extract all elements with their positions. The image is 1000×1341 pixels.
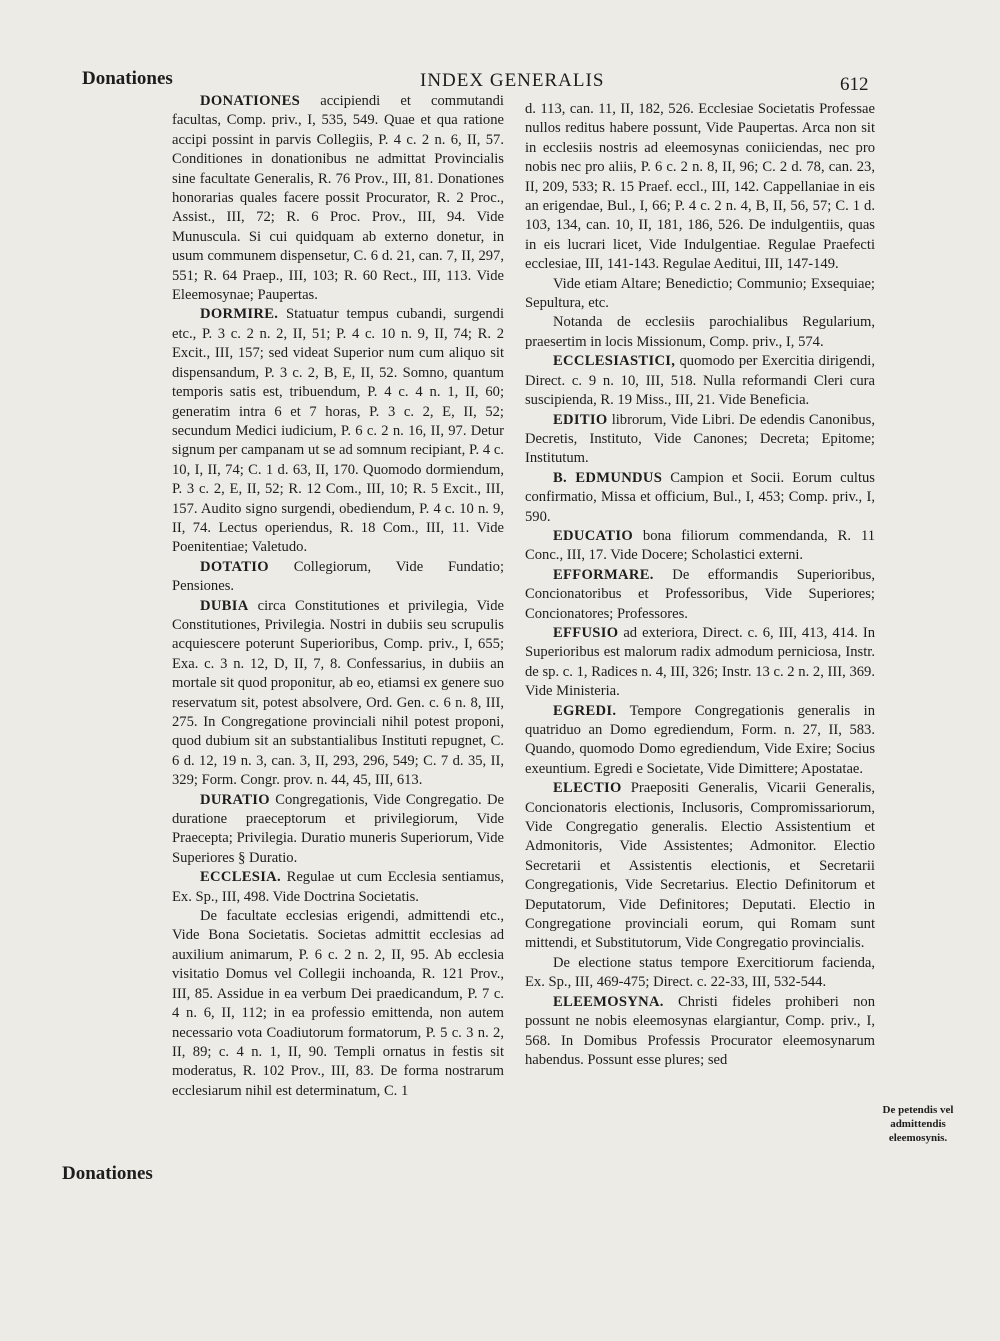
index-entry <box>172 558 504 597</box>
page-title: INDEX GENERALIS <box>420 70 605 91</box>
entry-text: Christi fideles prohiberi non possunt ne nobis eleemosynas elargiantur, Comp. priv., I, 568. In Domibus Professis Procurator eleemosynarum habendus. Possunt esse plures; sed <box>525 993 875 1068</box>
entry-text: d. 113, can. 11, II, 182, 526. Ecclesiae Societatis Professae nullos reditus habere possunt, Vide Paupertas. Arca non sit in ecclesiis nostris ad eleemosynas coniiciendas, nec pro nobis nec pro aliis, P. 6 c. 2 n. 8, II, 96; C. 2 d. 78, can. 23, II, 209, 533; R. 15 Praef. eccl., III, 142. Cappellaniae in eis an erigendae, Bul., I, 66; P. 4 c. 2 n. 4, B, II, 56, 57; C. 1 d. 103, 134, can. 10, II, 181, 186, 526. De indulgentiis, quas in eis lucrari licet, Vide Indulgentiae. Regulae Praefecti ecclesiae, III, 141-143. Regulae Aeditui, III, 147-149. <box>525 101 875 273</box>
entry-headword: ECCLESIASTICI, <box>553 353 676 370</box>
entry-text: Campion et Socii. Eorum cultus confirmatio, Missa et officium, Bul., I, 453; Comp. priv., I, 590. <box>525 469 875 525</box>
index-entry <box>172 791 504 869</box>
index-entry <box>525 624 875 702</box>
running-head-catchword: Donationes <box>82 68 173 89</box>
entry-text: librorum, Vide Libri. De edendis Canonibus, Decretis, Instituto, Vide Canones; Decreta; Epitome; Institutum. <box>525 411 875 467</box>
index-entry <box>525 779 875 954</box>
entry-text: Collegiorum, Vide Fundatio; Pensiones. <box>172 558 504 595</box>
index-entry <box>525 469 875 527</box>
index-entry <box>172 305 504 557</box>
entry-headword: DOTATIO <box>200 558 269 575</box>
entry-headword: DUBIA <box>200 597 249 614</box>
entry-text: accipiendi et commutandi facultas, Comp. priv., I, 535, 549. Quae et qua ratione accipi possint in parvis Collegiis, P. 4 c. 2 n. 6, II, 57. Conditiones in donationibus ne admittat Provincialis sine facultate Generalis, R. 76 Prov., III, 81. Donationes honorarias quales facere possit Procurator, R. 2 Proc., Assist., III, 72; R. 6 Proc. Prov., III, 94. Vide Munuscula. Si cui quidquam ab externo donetur, in usum communem dispensetur, C. 6 d. 21, can. 7, II, 297, 551; R. 64 Praep., III, 103; R. 60 Rect., III, 113. Vide Eleemosynae; Paupertas. <box>172 93 504 304</box>
entry-headword: EFFUSIO <box>553 624 619 641</box>
entry-headword: ELECTIO <box>553 780 622 797</box>
entry-text: Praepositi Generalis, Vicarii Generalis, Concionatoris electionis, Inclusoris, Compromissariorum, Vide Congregatio generalis. Electio Assistentium et Admonitoris, Vide Assistentes; Admonitor. Electio Secretarii et Assistentis electionis, et Secretarii Congregationis, Vide Secretarius. Electio Definitorum et Deputatorum, Vide Definitores; Deputati. Electio in Congregatione provinciali eorum, qui Romam sunt mittendi, et Substitutorum, Vide Congregatio provincialis. <box>525 780 875 952</box>
index-entry <box>525 411 875 469</box>
entry-headword: DORMIRE. <box>200 306 279 323</box>
entry-headword: EDITIO <box>553 411 608 428</box>
index-entry <box>525 993 875 1071</box>
index-entry <box>172 92 504 305</box>
entry-headword: ECCLESIA. <box>200 869 281 886</box>
left-column <box>172 92 504 1101</box>
entry-text: Vide etiam Altare; Benedictio; Communio; Exsequiae; Sepultura, etc. <box>525 275 875 312</box>
index-entry <box>525 566 875 624</box>
entry-headword: ELEEMOSYNA. <box>553 993 664 1010</box>
entry-text: bona filiorum commendanda, R. 11 Conc., III, 17. Vide Docere; Scholastici externi. <box>525 527 875 564</box>
entry-text: circa Constitutiones et privilegia, Vide Constitutiones, Privilegia. Nostri in dubiis seu scrupulis acquiescere poterunt Superioribus, Comp. priv., I, 655; Exa. c. 3 n. 12, D, II, 7, 8. Confessarius, in dubiis an mortale sit quod proponitur, ab eo, etiamsi ex genere suo reservatum sit, potest absolvere, Ord. Gen. c. 6 n. 8, III, 275. In Congregatione provinciali nihil potest proponi, quod dubium sit an substantialibus Instituti repugnet, C. 6 d. 12, 19 n. 3, can. 3, II, 293, 296, 549; C. 7 d. 35, II, 329; Form. Congr. prov. n. 44, 45, III, 613. <box>172 597 504 789</box>
margin-note: De petendis vel admittendis eleemosynis. <box>882 1104 954 1144</box>
index-entry <box>172 868 504 907</box>
entry-text: quomodo per Exercitia dirigendi, Direct. c. 9 n. 10, III, 518. Nulla reformandi Cleri cura suscipienda, R. 19 Miss., III, 21. Vide Beneficia. <box>525 353 875 409</box>
entry-headword: DURATIO <box>200 791 270 808</box>
index-entry <box>525 352 875 410</box>
entry-headword: EGREDI. <box>553 702 617 719</box>
entry-text: Statuatur tempus cubandi, surgendi etc., P. 3 c. 2 n. 2, II, 51; P. 4 c. 10 n. 9, II, 74; R. 2 Excit., III, 157; sed videat Superior num cum aliquo sit dispensandum, P. 3 c. 2, B, E, II, 52. Somno, quantum temporis satis est, tribuendum, P. 4 c. 4 n. 1, II, 60; generatim intra 6 et 7 horas, P. 3 c. 2, E, II, 52; secundum Medici iudicium, P. 6 c. 2 n. 16, II, 97. Detur signum per campanam ut se ad somnum recipiant, P. 4 c. 10, I, II, 74; C. 1 d. 63, II, 170. Quomodo dormiendum, P. 3 c. 2, E, II, 52; R. 12 Com., III, 10; R. 5 Excit., III, 157. Audito signo surgendi, obediendum, P. 4 c. 10 n. 9, II, 74. Lectus operiendus, R. 18 Com., III, 11. Vide Poenitentiae; Valetudo. <box>172 306 504 556</box>
entry-headword: EDUCATIO <box>553 527 633 544</box>
index-entry <box>172 597 504 791</box>
entry-headword: B. EDMUNDUS <box>553 469 663 486</box>
index-entry <box>525 100 875 275</box>
index-entry <box>525 702 875 780</box>
entry-headword: DONATIONES <box>200 93 301 109</box>
entry-text: Notanda de ecclesiis parochialibus Regularium, praesertim in locis Missionum, Comp. priv., I, 574. <box>525 314 875 350</box>
entry-text: De facultate ecclesias erigendi, admittendi etc., Vide Bona Societatis. Societas admittit ecclesias ad auxilium animarum, P. 6 c. 2 n. 2, II, 95. Ab ecclesia visitatio Domus vel Collegii inchoanda, R. 121 Prov., III, 85. Assidue in ea verbum Dei praedicandum, P. 7 c. 4 n. 6, II, 112; in ea professio emittenda, non autem necessario vota Coadiutorum formatorum, P. 5 c. 3 n. 2, II, 89; c. 4 n. 1, II, 90. Templi ornatus in festis sit moderatus, R. 102 Prov., III, 83. De forma nostrarum ecclesiarum nihil est determinatum, C. 1 <box>172 908 504 1099</box>
footer-catchword: Donationes <box>62 1163 153 1184</box>
entry-text: Congregationis, Vide Congregatio. De duratione praeceptorum et privilegiorum, Vide Praecepta; Privilegia. Duratio muneris Superiorum, Vide Superiores § Duratio. <box>172 791 504 866</box>
page-number: 612 <box>840 74 869 95</box>
entry-text: ad exteriora, Direct. c. 6, III, 413, 414. In Superioribus est malorum radix admodum perniciosa, Instr. de sp. c. 1, Radices n. 4, III, 326; Instr. 13 c. 2 n. 2, III, 369. Vide Ministeria. <box>525 624 875 700</box>
index-entry <box>172 907 504 1101</box>
index-entry <box>525 275 875 314</box>
entry-text: De efformandis Superioribus, Concionatoribus et Professoribus, Vide Superiores; Concionatores; Professores. <box>525 566 875 622</box>
entry-headword: EFFORMARE. <box>553 566 654 583</box>
entry-text: Tempore Congregationis generalis in quatriduo an Domo egrediendum, Form. n. 27, II, 583. Quando, quomodo Domo egrediendum, Vide Exire; Socius exeuntium. Egredi e Societate, Vide Dimittere; Apostatae. <box>525 702 875 777</box>
right-column <box>525 100 875 1070</box>
index-entry <box>525 313 875 352</box>
index-entry <box>525 954 875 993</box>
index-entry <box>525 527 875 566</box>
entry-text: Regulae ut cum Ecclesia sentiamus, Ex. Sp., III, 498. Vide Doctrina Societatis. <box>172 869 504 905</box>
entry-text: De electione status tempore Exercitiorum facienda, Ex. Sp., III, 469-475; Direct. c. 22-33, III, 532-544. <box>525 954 875 991</box>
